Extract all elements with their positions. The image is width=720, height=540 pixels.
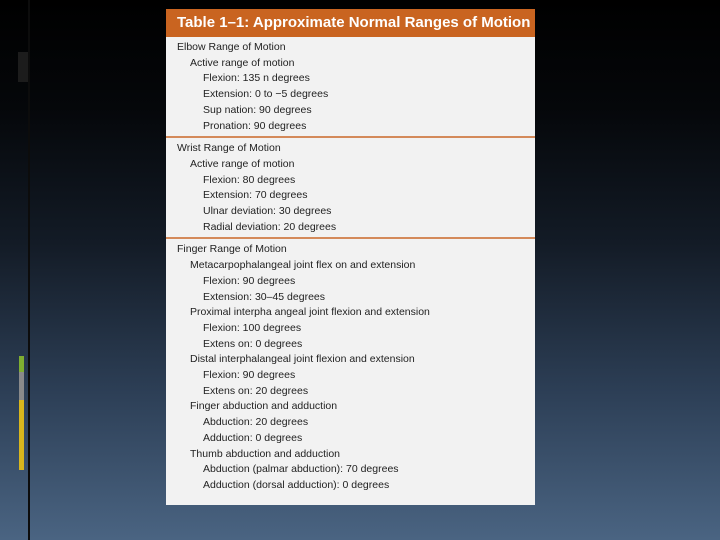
- dark-accent-block: [18, 52, 28, 82]
- table-row: Wrist Range of Motion: [177, 142, 281, 155]
- table-row: Flexion: 100 degrees: [203, 321, 302, 334]
- table-row: Extens on: 20 degrees: [203, 384, 309, 397]
- table-row: Proximal interpha angeal joint flexion and extension: [190, 306, 430, 319]
- table-row: Extens on: 0 degrees: [203, 337, 303, 350]
- table-row: Distal interphalangeal joint flexion and extension: [190, 353, 415, 366]
- table-row: Sup nation: 90 degrees: [203, 103, 312, 116]
- table-row: Adduction: 0 degrees: [203, 431, 303, 444]
- gray-accent-block: [19, 372, 24, 400]
- table-row: Radial deviation: 20 degrees: [203, 220, 337, 233]
- table-row: Thumb abduction and adduction: [190, 447, 341, 460]
- table-row: Extension: 30–45 degrees: [203, 290, 326, 303]
- range-of-motion-table: [166, 9, 535, 505]
- table-row: Flexion: 80 degrees: [203, 173, 296, 186]
- table-row: Flexion: 90 degrees: [203, 274, 296, 287]
- table-row: Active range of motion: [190, 157, 295, 170]
- table-row: Extension: 70 degrees: [203, 189, 308, 202]
- table-row: Pronation: 90 degrees: [203, 119, 307, 132]
- green-accent-block: [19, 356, 24, 372]
- table-row: Elbow Range of Motion: [177, 41, 286, 53]
- table-row: Extension: 0 to −5 degrees: [203, 88, 329, 101]
- left-accent-line: [28, 0, 30, 540]
- table-row: Active range of motion: [190, 56, 295, 69]
- table-row: Ulnar deviation: 30 degrees: [203, 205, 332, 218]
- table-title: Table 1–1: Approximate Normal Ranges of Motion: [166, 9, 535, 37]
- table-row: Abduction: 20 degrees: [203, 416, 309, 429]
- table-row: Finger Range of Motion: [177, 243, 287, 256]
- table-row: Metacarpophalangeal joint flex on and extension: [190, 259, 416, 272]
- yellow-accent-block: [19, 400, 24, 470]
- elbow-section: [166, 37, 535, 138]
- table-row: Finger abduction and adduction: [190, 400, 338, 413]
- finger-section: [166, 239, 535, 495]
- table-row: Flexion: 90 degrees: [203, 369, 296, 382]
- wrist-section: [166, 138, 535, 239]
- table-row: Adduction (dorsal adduction): 0 degrees: [203, 478, 390, 491]
- table-row: Abduction (palmar abduction): 70 degrees: [203, 463, 399, 476]
- table-row: Flexion: 135 n degrees: [203, 72, 310, 85]
